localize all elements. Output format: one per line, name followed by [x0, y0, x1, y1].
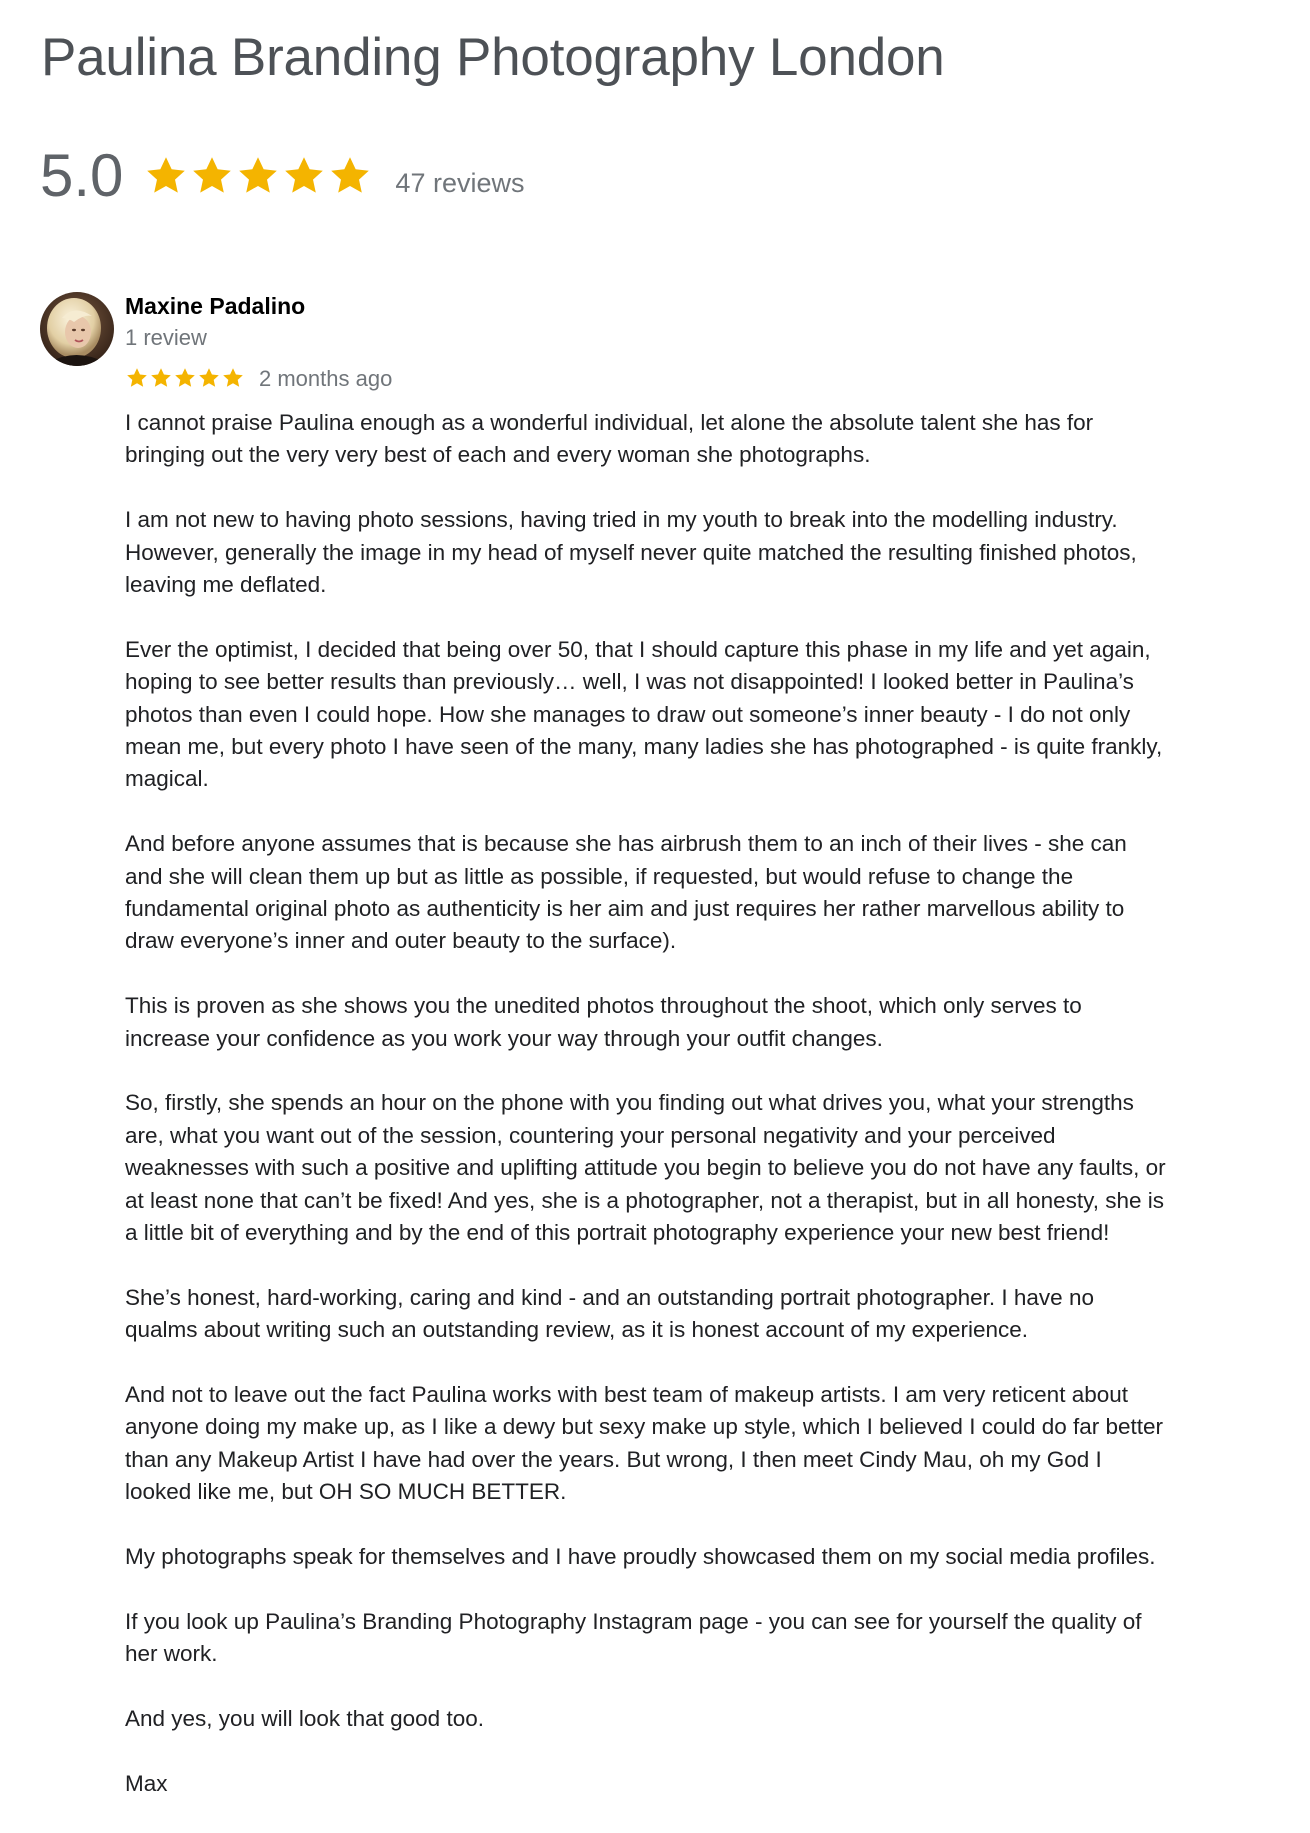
review-paragraph: I cannot praise Paulina enough as a wonderful individual, let alone the absolute talent she has for bringing out the very very best of each and every woman she photographs. [125, 410, 1094, 468]
business-title: Paulina Branding Photography London [41, 28, 945, 87]
review-rating-row [125, 363, 392, 393]
review-paragraph: Ever the optimist, I decided that being over 50, that I should capture this phase in my life and yet again, hoping to see better results than previously… well, I was not disappointed! I looked better in Paulina’s photos than even I could hope. How she manages to draw out someone’s inner beauty - I do not only mean me, but every photo I have seen of the many, many ladies she has photographed - is quite frankly, magical. [125, 636, 1163, 792]
review-paragraph: If you look up Paulina’s Branding Photography Instagram page - you can see for yourself the quality of her work. [125, 1608, 1142, 1667]
review-paragraph: And before anyone assumes that is because she has airbrush them to an inch of their lives - she can and she will clean them up but as little as possible, if requested, but would refuse to change the fundamental original photo as authenticity is her aim and just requires her rather marvellous ability to draw everyone’s inner and outer beauty to the surface). [125, 831, 1127, 954]
overall-star-rating [143, 153, 373, 199]
reviewer-avatar[interactable] [40, 292, 114, 366]
star-icon [281, 153, 327, 199]
overall-rating-value: 5.0 [40, 142, 124, 209]
review-paragraph: This is proven as she shows you the unedited photos throughout the shoot, which only serves to increase your confidence as you work your way through your outfit changes. [125, 993, 1082, 1051]
review-timestamp: 2 months ago [259, 366, 393, 391]
review-star-rating [125, 366, 245, 390]
review-paragraph: So, firstly, she spends an hour on the phone with you finding out what drives you, what your strengths are, what you want out of the session, countering your personal negativity and your perceived weaknesses with such a positive and uplifting attitude you begin to believe you do not have any faults, or at least none that can’t be fixed! And yes, she is a photographer, not a therapist, but in all honesty, she is a little bit of everything and by the end of this portrait photography experience your new best friend! [125, 1090, 1166, 1246]
review-paragraph: Max [125, 1770, 168, 1796]
review-paragraph: And yes, you will look that good too. [125, 1706, 484, 1732]
star-icon [189, 153, 235, 199]
reviewer-name[interactable]: Maxine Padalino [125, 293, 306, 319]
star-icon [143, 153, 189, 199]
overall-rating-row [40, 136, 524, 216]
star-icon [125, 366, 149, 390]
star-icon [235, 153, 281, 199]
star-icon [149, 366, 173, 390]
star-icon [173, 366, 197, 390]
review-paragraph: I am not new to having photo sessions, having tried in my youth to break into the modelling industry. However, generally the image in my head of myself never quite matched the resulting finished photos, leaving me deflated. [125, 507, 1137, 598]
star-icon [327, 153, 373, 199]
review-paragraph: And not to leave out the fact Paulina works with best team of makeup artists. I am very reticent about anyone doing my make up, as I like a dewy but sexy make up style, which I believed I could do far better than any Makeup Artist I have had over the years. But wrong, I then meet Cindy Mau, oh my God I looked like me, but OH SO MUCH BETTER. [125, 1382, 1164, 1505]
review-paragraph: She’s honest, hard-working, caring and kind - and an outstanding portrait photographer. I have no qualms about writing such an outstanding review, as it is honest account of my experience. [125, 1284, 1094, 1343]
star-icon [197, 366, 221, 390]
review-count-link[interactable]: 47 reviews [395, 167, 525, 198]
review-paragraph: My photographs speak for themselves and I have proudly showcased them on my social media profiles. [125, 1544, 1156, 1570]
review-text [125, 407, 1215, 1833]
star-icon [221, 366, 245, 390]
reviewer-review-count: 1 review [125, 325, 207, 350]
